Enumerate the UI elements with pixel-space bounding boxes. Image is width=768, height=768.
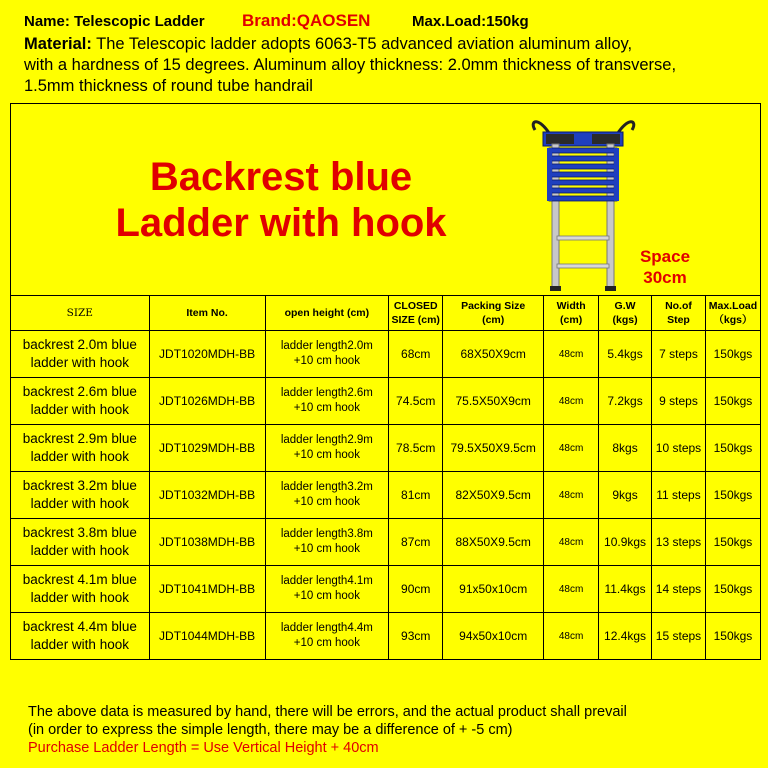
table-row bbox=[11, 613, 761, 660]
col-header-size: SIZE bbox=[11, 296, 150, 331]
cell-open-height: ladder length2.0m +10 cm hook bbox=[265, 331, 389, 378]
hero-title-line-2: Ladder with hook bbox=[115, 201, 447, 245]
cell-closed-size: 93cm bbox=[389, 613, 443, 660]
footer-note-1: The above data is measured by hand, there will be errors, and the actual product shall prevail bbox=[28, 704, 627, 720]
cell-width: 48cm bbox=[544, 472, 599, 519]
cell-item-no: JDT1041MDH-BB bbox=[149, 566, 265, 613]
table-row bbox=[11, 472, 761, 519]
cell-size: backrest 3.8m blue ladder with hook bbox=[11, 519, 150, 566]
cell-steps: 15 steps bbox=[652, 613, 706, 660]
table-row bbox=[11, 566, 761, 613]
cell-width: 48cm bbox=[544, 331, 599, 378]
footer-note-3: Purchase Ladder Length = Use Vertical Height + 40cm bbox=[28, 740, 379, 756]
cell-width: 48cm bbox=[544, 613, 599, 660]
cell-gw: 11.4kgs bbox=[599, 566, 652, 613]
ladder-image bbox=[521, 114, 646, 292]
cell-max-load: 150kgs bbox=[705, 472, 760, 519]
col-header-open-height: open height (cm) bbox=[265, 296, 389, 331]
material-text-1: The Telescopic ladder adopts 6063-T5 advanced aviation aluminum alloy, bbox=[91, 35, 633, 53]
spec-table bbox=[10, 295, 761, 660]
space-label-line-2: 30cm bbox=[643, 268, 687, 287]
col-header-item: Item No. bbox=[149, 296, 265, 331]
col-header-closed: CLOSED SIZE (cm) bbox=[389, 296, 443, 331]
space-label-line-1: Space bbox=[639, 247, 691, 266]
cell-steps: 9 steps bbox=[652, 378, 706, 425]
cell-max-load: 150kgs bbox=[705, 566, 760, 613]
cell-size: backrest 3.2m blue ladder with hook bbox=[11, 472, 150, 519]
cell-closed-size: 87cm bbox=[389, 519, 443, 566]
brand-name: Brand:QAOSEN bbox=[242, 11, 371, 30]
cell-max-load: 150kgs bbox=[705, 378, 760, 425]
product-name: Name: Telescopic Ladder bbox=[24, 13, 205, 30]
cell-closed-size: 90cm bbox=[389, 566, 443, 613]
table-row bbox=[11, 378, 761, 425]
cell-size: backrest 2.0m blue ladder with hook bbox=[11, 331, 150, 378]
cell-gw: 9kgs bbox=[599, 472, 652, 519]
cell-width: 48cm bbox=[544, 378, 599, 425]
cell-open-height: ladder length3.2m +10 cm hook bbox=[265, 472, 389, 519]
cell-open-height: ladder length2.6m +10 cm hook bbox=[265, 378, 389, 425]
cell-open-height: ladder length3.8m +10 cm hook bbox=[265, 519, 389, 566]
cell-item-no: JDT1026MDH-BB bbox=[149, 378, 265, 425]
footer-note-2: (in order to express the simple length, there may be a difference of + -5 cm) bbox=[28, 722, 513, 738]
footer-notes bbox=[28, 703, 627, 757]
space-label bbox=[631, 246, 699, 288]
cell-steps: 14 steps bbox=[652, 566, 706, 613]
header bbox=[24, 10, 764, 97]
cell-item-no: JDT1020MDH-BB bbox=[149, 331, 265, 378]
header-title-line bbox=[24, 10, 764, 32]
cell-item-no: JDT1032MDH-BB bbox=[149, 472, 265, 519]
hero-panel bbox=[10, 103, 761, 295]
cell-width: 48cm bbox=[544, 519, 599, 566]
cell-width: 48cm bbox=[544, 425, 599, 472]
cell-open-height: ladder length4.1m +10 cm hook bbox=[265, 566, 389, 613]
cell-packing-size: 79.5X50X9.5cm bbox=[443, 425, 544, 472]
cell-closed-size: 68cm bbox=[389, 331, 443, 378]
col-header-packing: Packing Size (cm) bbox=[443, 296, 544, 331]
cell-packing-size: 91x50x10cm bbox=[443, 566, 544, 613]
cell-max-load: 150kgs bbox=[705, 519, 760, 566]
material-description bbox=[24, 34, 764, 97]
cell-open-height: ladder length2.9m +10 cm hook bbox=[265, 425, 389, 472]
cell-closed-size: 74.5cm bbox=[389, 378, 443, 425]
material-text-2: with a hardness of 15 degrees. Aluminum alloy thickness: 2.0mm thickness of transverse, bbox=[24, 56, 677, 74]
hero-title-line-1: Backrest blue bbox=[149, 155, 413, 199]
table-row bbox=[11, 425, 761, 472]
cell-gw: 10.9kgs bbox=[599, 519, 652, 566]
max-load: Max.Load:150kg bbox=[412, 13, 529, 30]
cell-steps: 10 steps bbox=[652, 425, 706, 472]
table-row bbox=[11, 519, 761, 566]
cell-size: backrest 4.4m blue ladder with hook bbox=[11, 613, 150, 660]
hero-title bbox=[71, 154, 491, 246]
cell-max-load: 150kgs bbox=[705, 331, 760, 378]
cell-size: backrest 4.1m blue ladder with hook bbox=[11, 566, 150, 613]
col-header-max-load: Max.Load （kgs） bbox=[705, 296, 760, 331]
cell-steps: 11 steps bbox=[652, 472, 706, 519]
col-header-width: Width (cm) bbox=[544, 296, 599, 331]
cell-max-load: 150kgs bbox=[705, 425, 760, 472]
cell-open-height: ladder length4.4m +10 cm hook bbox=[265, 613, 389, 660]
cell-gw: 7.2kgs bbox=[599, 378, 652, 425]
cell-width: 48cm bbox=[544, 566, 599, 613]
cell-gw: 5.4kgs bbox=[599, 331, 652, 378]
cell-closed-size: 78.5cm bbox=[389, 425, 443, 472]
cell-item-no: JDT1038MDH-BB bbox=[149, 519, 265, 566]
cell-packing-size: 94x50x10cm bbox=[443, 613, 544, 660]
material-label: Material: bbox=[24, 35, 92, 53]
cell-packing-size: 68X50X9cm bbox=[443, 331, 544, 378]
col-header-steps: No.of Step bbox=[652, 296, 706, 331]
cell-item-no: JDT1029MDH-BB bbox=[149, 425, 265, 472]
cell-size: backrest 2.9m blue ladder with hook bbox=[11, 425, 150, 472]
cell-item-no: JDT1044MDH-BB bbox=[149, 613, 265, 660]
cell-max-load: 150kgs bbox=[705, 613, 760, 660]
col-header-gw: G.W (kgs) bbox=[599, 296, 652, 331]
cell-steps: 7 steps bbox=[652, 331, 706, 378]
cell-size: backrest 2.6m blue ladder with hook bbox=[11, 378, 150, 425]
cell-packing-size: 88X50X9.5cm bbox=[443, 519, 544, 566]
table-header-row bbox=[11, 296, 761, 331]
cell-steps: 13 steps bbox=[652, 519, 706, 566]
cell-closed-size: 81cm bbox=[389, 472, 443, 519]
cell-gw: 8kgs bbox=[599, 425, 652, 472]
cell-packing-size: 75.5X50X9cm bbox=[443, 378, 544, 425]
material-text-3: 1.5mm thickness of round tube handrail bbox=[24, 77, 313, 95]
cell-packing-size: 82X50X9.5cm bbox=[443, 472, 544, 519]
table-row bbox=[11, 331, 761, 378]
cell-gw: 12.4kgs bbox=[599, 613, 652, 660]
